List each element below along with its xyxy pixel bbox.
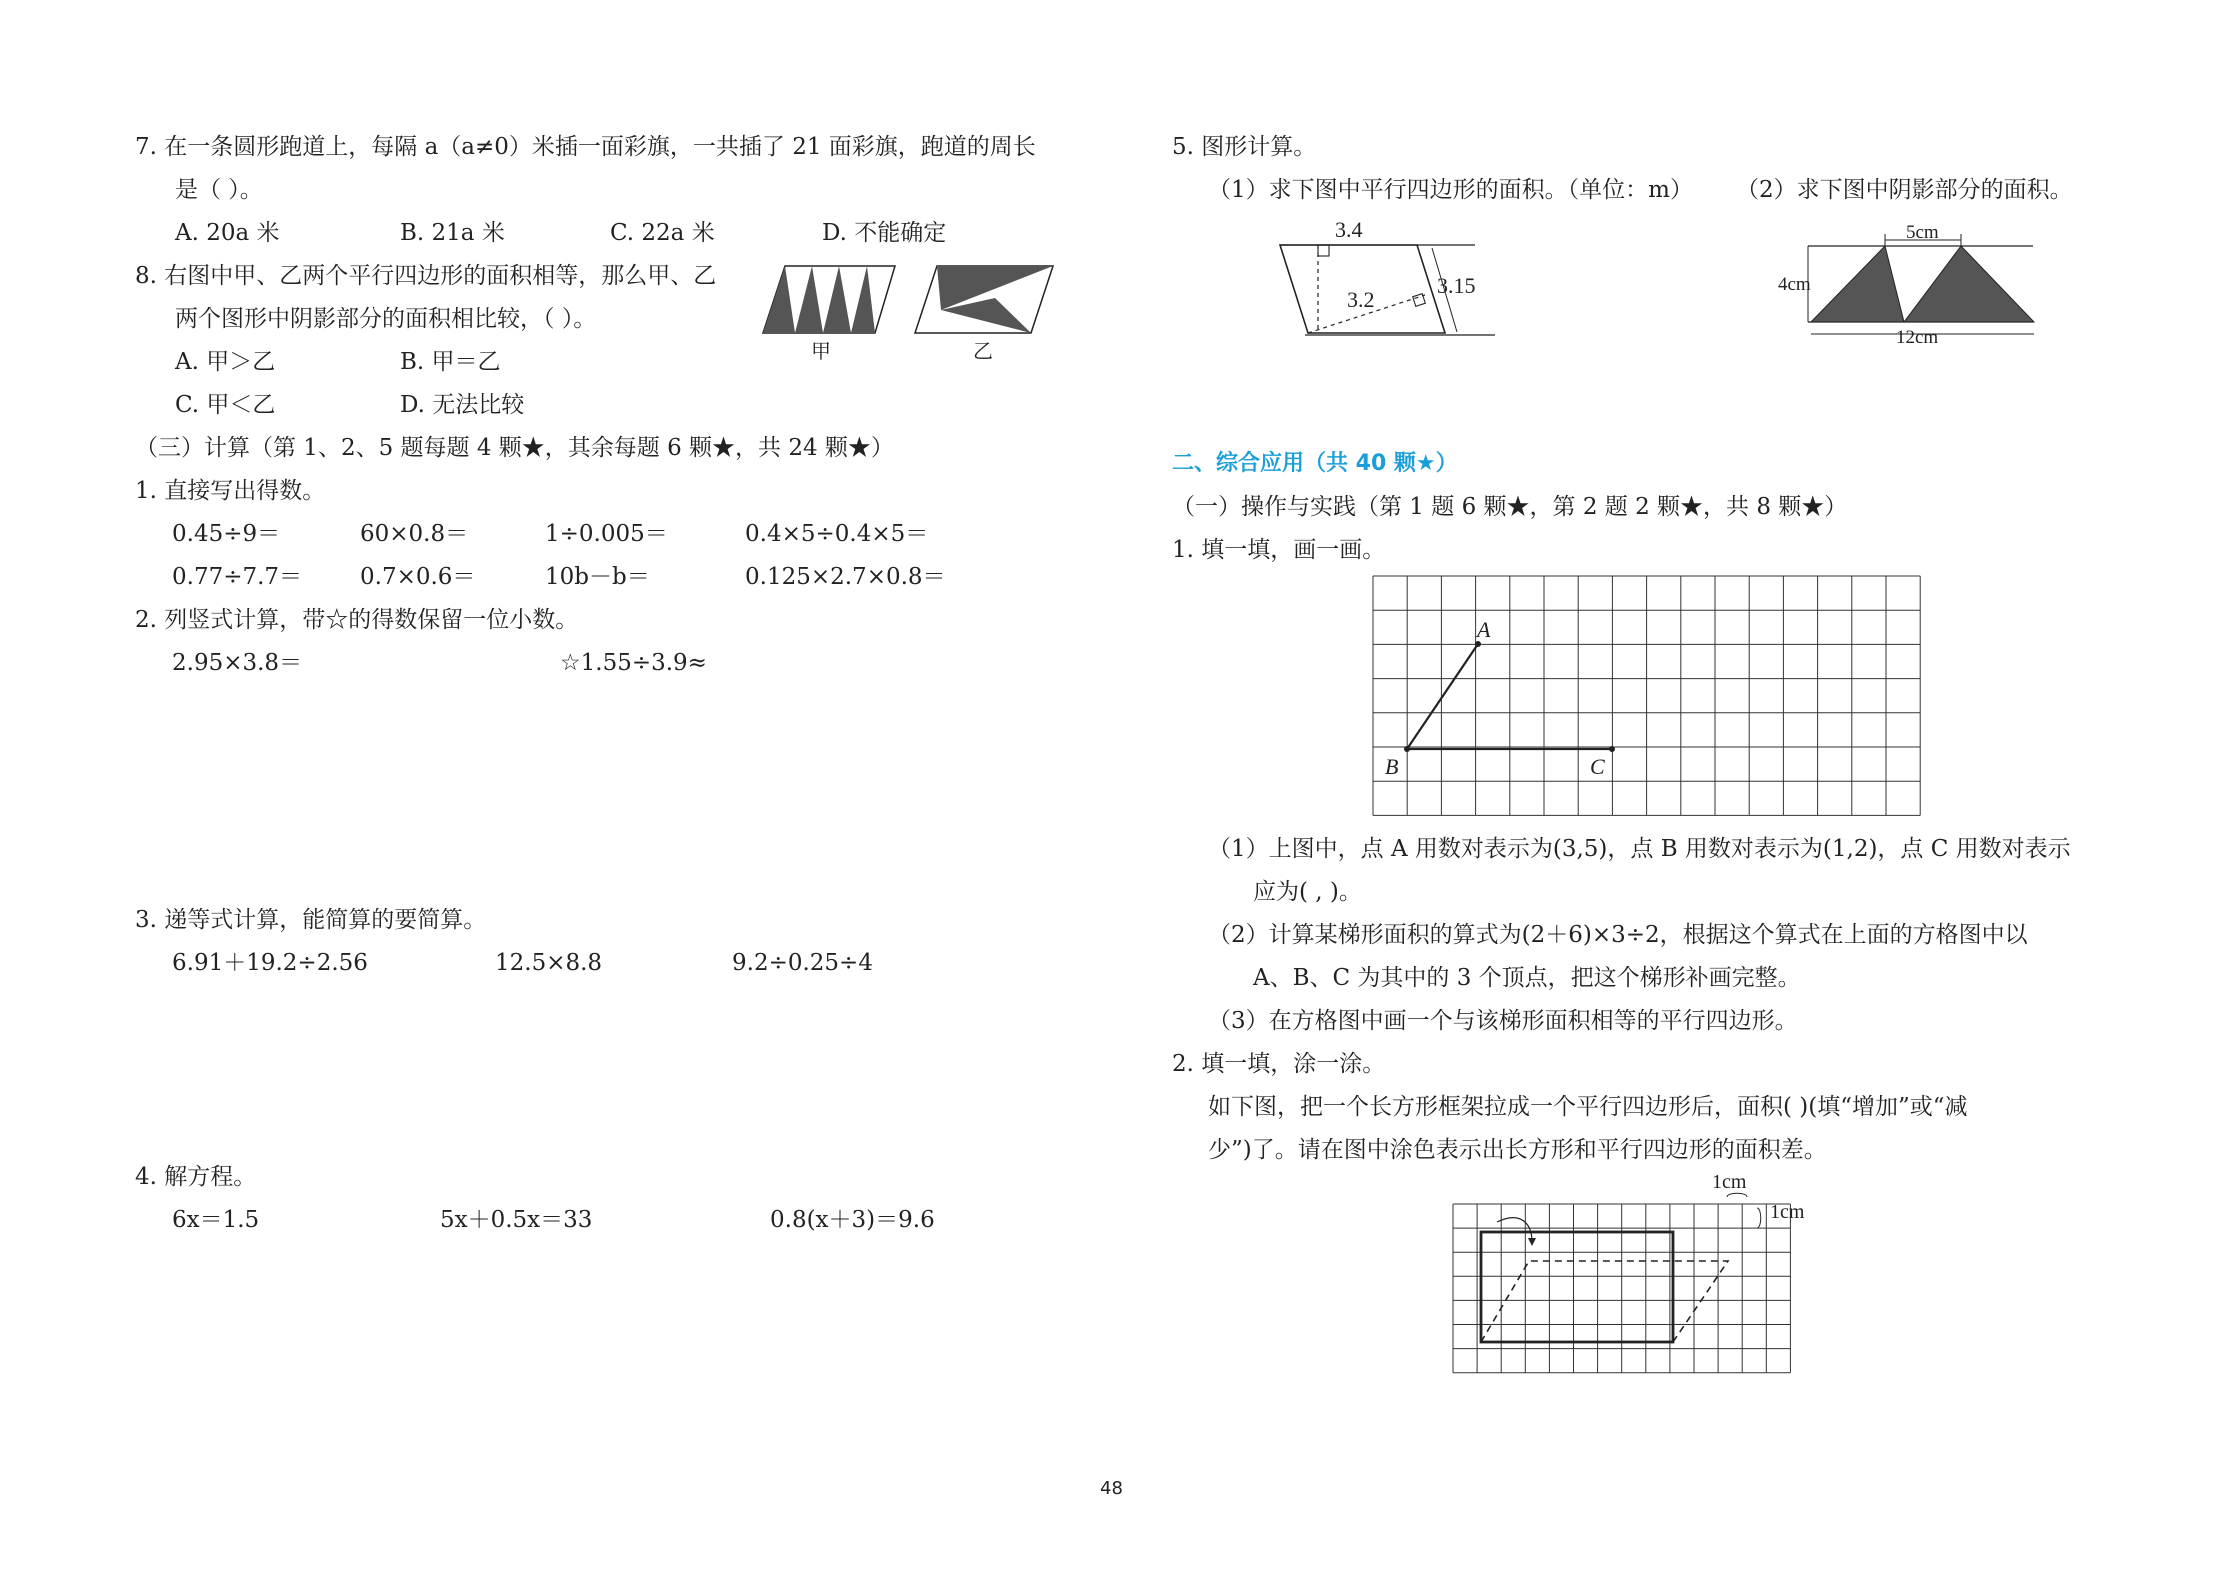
jia-label: 甲 [811, 341, 831, 363]
c1-r1-4: 0.4×5÷0.4×5＝ [745, 521, 929, 547]
sub1-title: （一）操作与实践（第 1 题 6 颗★，第 2 题 2 颗★，共 8 颗★） [1172, 494, 1848, 520]
point-c-label: C [1590, 754, 1605, 779]
p1-s1-line2: 应为( , )。 [1253, 879, 1362, 905]
q8-line1: 8. 右图中甲、乙两个平行四边形的面积相等，那么甲、乙 [135, 263, 717, 289]
point-a-label: A [1477, 617, 1491, 642]
c1-title: 1. 直接写出得数。 [135, 478, 326, 504]
c1-r2-3: 10b－b＝ [545, 564, 650, 590]
c1-r2-4: 0.125×2.7×0.8＝ [745, 564, 946, 590]
q8-line2: 两个图形中阴影部分的面积相比较，（ ）。 [175, 306, 597, 332]
q8-option-c: C. 甲＜乙 [175, 392, 276, 418]
c3-title: 3. 递等式计算，能简算的要简算。 [135, 907, 487, 933]
parallelogram-frame [1481, 1261, 1728, 1342]
q8-option-a: A. 甲＞乙 [175, 349, 276, 375]
fig-1cm-side: 1cm [1770, 1201, 1805, 1223]
p2-line1: 如下图，把一个长方形框架拉成一个平行四边形后，面积( )(填“增加”或“减 [1208, 1094, 1968, 1120]
fig2-bottom-label: 12cm [1896, 327, 1939, 348]
q7-line2: 是（ ）。 [175, 177, 263, 203]
segment-ab [1407, 644, 1478, 749]
c1-r1-3: 1÷0.005＝ [545, 521, 668, 547]
fig1-base-label: 3.4 [1335, 217, 1363, 242]
p1-s2-line2: A、B、C 为其中的 3 个顶点，把这个梯形补画完整。 [1253, 965, 1801, 991]
c1-r1-1: 0.45÷9＝ [172, 521, 281, 547]
c5-sub2: （2）求下图中阴影部分的面积。 [1736, 177, 2073, 203]
fig-1cm-top: 1cm [1712, 1171, 1747, 1193]
c3-item-3: 9.2÷0.25÷4 [732, 950, 873, 976]
p1-s1-line1: （1）上图中，点 A 用数对表示为(3,5)，点 B 用数对表示为(1,2)，点 C 用数对表示 [1208, 836, 2071, 862]
q7-option-d: D. 不能确定 [822, 220, 947, 246]
yi-label: 乙 [973, 341, 993, 363]
shaded-triangles-figure [1778, 218, 2048, 348]
p1-s3: （3）在方格图中画一个与该梯形面积相等的平行四边形。 [1208, 1008, 1798, 1034]
fig1-side-label: 3.15 [1437, 273, 1476, 298]
page-number: 48 [1100, 1478, 1123, 1499]
q8-option-b: B. 甲＝乙 [400, 349, 501, 375]
c5-sub1: （1）求下图中平行四边形的面积。（单位：m） [1208, 177, 1693, 203]
q7-option-a: A. 20a 米 [175, 220, 280, 246]
c5-title: 5. 图形计算。 [1172, 134, 1317, 160]
p1-s2-line1: （2）计算某梯形面积的算式为(2＋6)×3÷2，根据这个算式在上面的方格图中以 [1208, 922, 2028, 948]
c3-item-2: 12.5×8.8 [495, 950, 603, 976]
q8-option-d: D. 无法比较 [400, 392, 525, 418]
q8-figure [755, 258, 1065, 370]
q7-option-c: C. 22a 米 [610, 220, 715, 246]
c1-r2-2: 0.7×0.6＝ [360, 564, 476, 590]
p2-title: 2. 填一填，涂一涂。 [1172, 1051, 1386, 1077]
point-b-label: B [1385, 754, 1399, 779]
q7-line1: 7. 在一条圆形跑道上，每隔 a（a≠0）米插一面彩旗，一共插了 21 面彩旗，跑道的周长 [135, 134, 1036, 160]
fig1-height-label: 3.2 [1347, 287, 1375, 312]
rectangle-parallelogram-grid [1452, 1170, 1822, 1380]
rectangle-frame [1481, 1232, 1673, 1342]
fig2-top-label: 5cm [1906, 222, 1939, 243]
c4-item-1: 6x＝1.5 [172, 1207, 260, 1233]
c2-title: 2. 列竖式计算，带☆的得数保留一位小数。 [135, 607, 579, 633]
section2-title: 二、综合应用（共 40 颗★） [1172, 451, 1458, 476]
c1-r1-2: 60×0.8＝ [360, 521, 469, 547]
p1-title: 1. 填一填，画一画。 [1172, 537, 1386, 563]
fig2-height-label: 4cm [1778, 274, 1811, 295]
c3-item-1: 6.91＋19.2÷2.56 [172, 950, 368, 976]
parallelogram-area-figure [1275, 215, 1505, 340]
c4-item-3: 0.8(x＋3)＝9.6 [770, 1207, 935, 1233]
coordinate-grid [1372, 575, 1922, 825]
c4-item-2: 5x＋0.5x＝33 [440, 1207, 593, 1233]
c1-r2-1: 0.77÷7.7＝ [172, 564, 303, 590]
c2-item-1: 2.95×3.8＝ [172, 650, 303, 676]
c4-title: 4. 解方程。 [135, 1164, 257, 1190]
p2-line2: 少”)了。请在图中涂色表示出长方形和平行四边形的面积差。 [1208, 1137, 1827, 1163]
section3-title: （三）计算（第 1、2、5 题每题 4 颗★，其余每题 6 颗★，共 24 颗★） [135, 435, 894, 461]
c2-item-2: ☆1.55÷3.9≈ [560, 650, 707, 676]
q7-option-b: B. 21a 米 [400, 220, 505, 246]
